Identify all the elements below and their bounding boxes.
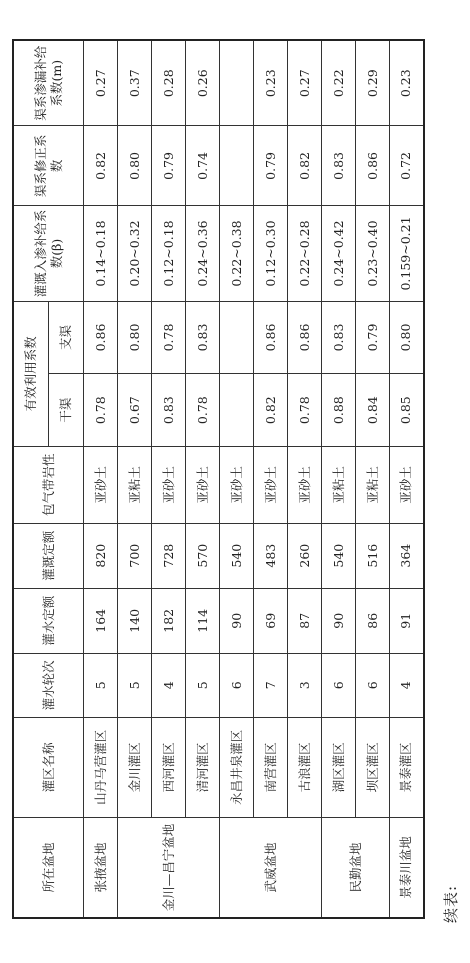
table-row xyxy=(356,40,390,918)
cell-water-quota: 69 xyxy=(254,588,288,653)
cell-irrigation-quota: 364 xyxy=(390,523,424,588)
header-water-quota: 灌水定额 xyxy=(13,588,84,653)
cell-beta: 0.22~0.38 xyxy=(220,206,254,301)
cell-district: 南营灌区 xyxy=(254,717,288,817)
cell-beta: 0.22~0.28 xyxy=(288,206,322,301)
cell-main-canal: 0.78 xyxy=(288,374,322,447)
cell-main-canal: 0.78 xyxy=(84,374,118,447)
header-branch-canal: 支渠 xyxy=(49,301,84,374)
header-main-canal: 干渠 xyxy=(49,374,84,447)
cell-branch-canal xyxy=(220,301,254,374)
cell-correction xyxy=(220,126,254,206)
cell-correction: 0.79 xyxy=(254,126,288,206)
cell-district: 永昌井泉灌区 xyxy=(220,717,254,817)
cell-irrigation-quota: 260 xyxy=(288,523,322,588)
cell-correction: 0.72 xyxy=(390,126,424,206)
cell-water-quota: 91 xyxy=(390,588,424,653)
table-row xyxy=(322,40,356,918)
cell-rounds: 5 xyxy=(84,653,118,717)
cell-main-canal: 0.83 xyxy=(152,374,186,447)
header-basin: 所在盆地 xyxy=(13,817,84,918)
cell-basin: 民勤盆地 xyxy=(322,817,390,918)
header-efficiency: 有效利用系数 xyxy=(13,301,49,446)
cell-m: 0.37 xyxy=(118,40,152,126)
cell-m: 0.27 xyxy=(288,40,322,126)
cell-district: 古浪灌区 xyxy=(288,717,322,817)
cell-rounds: 6 xyxy=(356,653,390,717)
cell-rounds: 4 xyxy=(390,653,424,717)
cell-m: 0.29 xyxy=(356,40,390,126)
cell-irrigation-quota: 728 xyxy=(152,523,186,588)
cell-correction: 0.82 xyxy=(288,126,322,206)
cell-district: 金川灌区 xyxy=(118,717,152,817)
cell-rounds: 5 xyxy=(186,653,220,717)
cell-rounds: 6 xyxy=(220,653,254,717)
cell-soil: 亚砂土 xyxy=(186,447,220,524)
cell-main-canal xyxy=(220,374,254,447)
cell-correction: 0.82 xyxy=(84,126,118,206)
cell-soil: 亚粘土 xyxy=(118,447,152,524)
cell-main-canal: 0.82 xyxy=(254,374,288,447)
cell-soil: 亚粘土 xyxy=(356,447,390,524)
cell-water-quota: 140 xyxy=(118,588,152,653)
header-m: 渠系渗漏补给系数(m) xyxy=(13,40,84,126)
cell-branch-canal: 0.83 xyxy=(322,301,356,374)
cell-m: 0.23 xyxy=(254,40,288,126)
cell-soil: 亚砂土 xyxy=(152,447,186,524)
cell-soil: 亚砂土 xyxy=(390,447,424,524)
cell-soil: 亚砂土 xyxy=(220,447,254,524)
header-correction: 渠系修正系数 xyxy=(13,126,84,206)
cell-m: 0.26 xyxy=(186,40,220,126)
cell-beta: 0.159~0.21 xyxy=(390,206,424,301)
cell-irrigation-quota: 570 xyxy=(186,523,220,588)
cell-m xyxy=(220,40,254,126)
cell-irrigation-quota: 483 xyxy=(254,523,288,588)
cell-beta: 0.23~0.40 xyxy=(356,206,390,301)
cell-rounds: 6 xyxy=(322,653,356,717)
cell-soil: 亚砂土 xyxy=(288,447,322,524)
cell-irrigation-quota: 820 xyxy=(84,523,118,588)
header-beta: 灌溉入渗补给系数(β) xyxy=(13,206,84,301)
cell-basin: 张掖盆地 xyxy=(84,817,118,918)
cell-irrigation-quota: 516 xyxy=(356,523,390,588)
table-row xyxy=(152,40,186,918)
cell-irrigation-quota: 700 xyxy=(118,523,152,588)
table-row xyxy=(254,40,288,918)
cell-main-canal: 0.85 xyxy=(390,374,424,447)
cell-basin: 景泰川盆地 xyxy=(390,817,424,918)
cell-correction: 0.86 xyxy=(356,126,390,206)
cell-rounds: 3 xyxy=(288,653,322,717)
cell-correction: 0.83 xyxy=(322,126,356,206)
cell-beta: 0.12~0.30 xyxy=(254,206,288,301)
cell-water-quota: 90 xyxy=(220,588,254,653)
cell-main-canal: 0.78 xyxy=(186,374,220,447)
header-rounds: 灌水轮次 xyxy=(13,653,84,717)
cell-branch-canal: 0.86 xyxy=(84,301,118,374)
continued-caption: 续表: xyxy=(442,884,460,923)
header-aeration-zone: 包气带岩性 xyxy=(13,447,84,524)
cell-correction: 0.79 xyxy=(152,126,186,206)
cell-district: 山丹马营灌区 xyxy=(84,717,118,817)
table-row xyxy=(288,40,322,918)
table-row xyxy=(220,40,254,918)
cell-water-quota: 90 xyxy=(322,588,356,653)
cell-beta: 0.24~0.36 xyxy=(186,206,220,301)
cell-m: 0.28 xyxy=(152,40,186,126)
cell-district: 西河灌区 xyxy=(152,717,186,817)
table-row xyxy=(186,40,220,918)
cell-branch-canal: 0.80 xyxy=(390,301,424,374)
cell-beta: 0.24~0.42 xyxy=(322,206,356,301)
cell-m: 0.22 xyxy=(322,40,356,126)
cell-branch-canal: 0.86 xyxy=(254,301,288,374)
cell-main-canal: 0.88 xyxy=(322,374,356,447)
cell-rounds: 5 xyxy=(118,653,152,717)
cell-beta: 0.12~0.18 xyxy=(152,206,186,301)
cell-soil: 亚砂土 xyxy=(254,447,288,524)
cell-basin: 武威盆地 xyxy=(220,817,322,918)
cell-district: 坝区灌区 xyxy=(356,717,390,817)
cell-rounds: 4 xyxy=(152,653,186,717)
cell-water-quota: 114 xyxy=(186,588,220,653)
cell-district: 景泰灌区 xyxy=(390,717,424,817)
cell-m: 0.27 xyxy=(84,40,118,126)
irrigation-parameters-table xyxy=(12,39,425,919)
cell-irrigation-quota: 540 xyxy=(322,523,356,588)
cell-basin: 金川—昌宁盆地 xyxy=(118,817,220,918)
cell-correction: 0.80 xyxy=(118,126,152,206)
cell-district: 湖区灌区 xyxy=(322,717,356,817)
table-row xyxy=(84,40,118,918)
cell-water-quota: 182 xyxy=(152,588,186,653)
cell-branch-canal: 0.79 xyxy=(356,301,390,374)
cell-water-quota: 86 xyxy=(356,588,390,653)
cell-water-quota: 164 xyxy=(84,588,118,653)
cell-correction: 0.74 xyxy=(186,126,220,206)
cell-branch-canal: 0.80 xyxy=(118,301,152,374)
cell-main-canal: 0.67 xyxy=(118,374,152,447)
header-district: 灌区名称 xyxy=(13,717,84,817)
cell-branch-canal: 0.83 xyxy=(186,301,220,374)
cell-district: 清河灌区 xyxy=(186,717,220,817)
table-row xyxy=(118,40,152,918)
cell-beta: 0.14~0.18 xyxy=(84,206,118,301)
header-irrigation-quota: 灌溉定额 xyxy=(13,523,84,588)
cell-beta: 0.20~0.32 xyxy=(118,206,152,301)
cell-rounds: 7 xyxy=(254,653,288,717)
cell-water-quota: 87 xyxy=(288,588,322,653)
cell-main-canal: 0.84 xyxy=(356,374,390,447)
table-row xyxy=(390,40,424,918)
cell-irrigation-quota: 540 xyxy=(220,523,254,588)
cell-branch-canal: 0.86 xyxy=(288,301,322,374)
cell-soil: 亚粘土 xyxy=(322,447,356,524)
cell-soil: 亚砂土 xyxy=(84,447,118,524)
cell-branch-canal: 0.78 xyxy=(152,301,186,374)
cell-m: 0.23 xyxy=(390,40,424,126)
